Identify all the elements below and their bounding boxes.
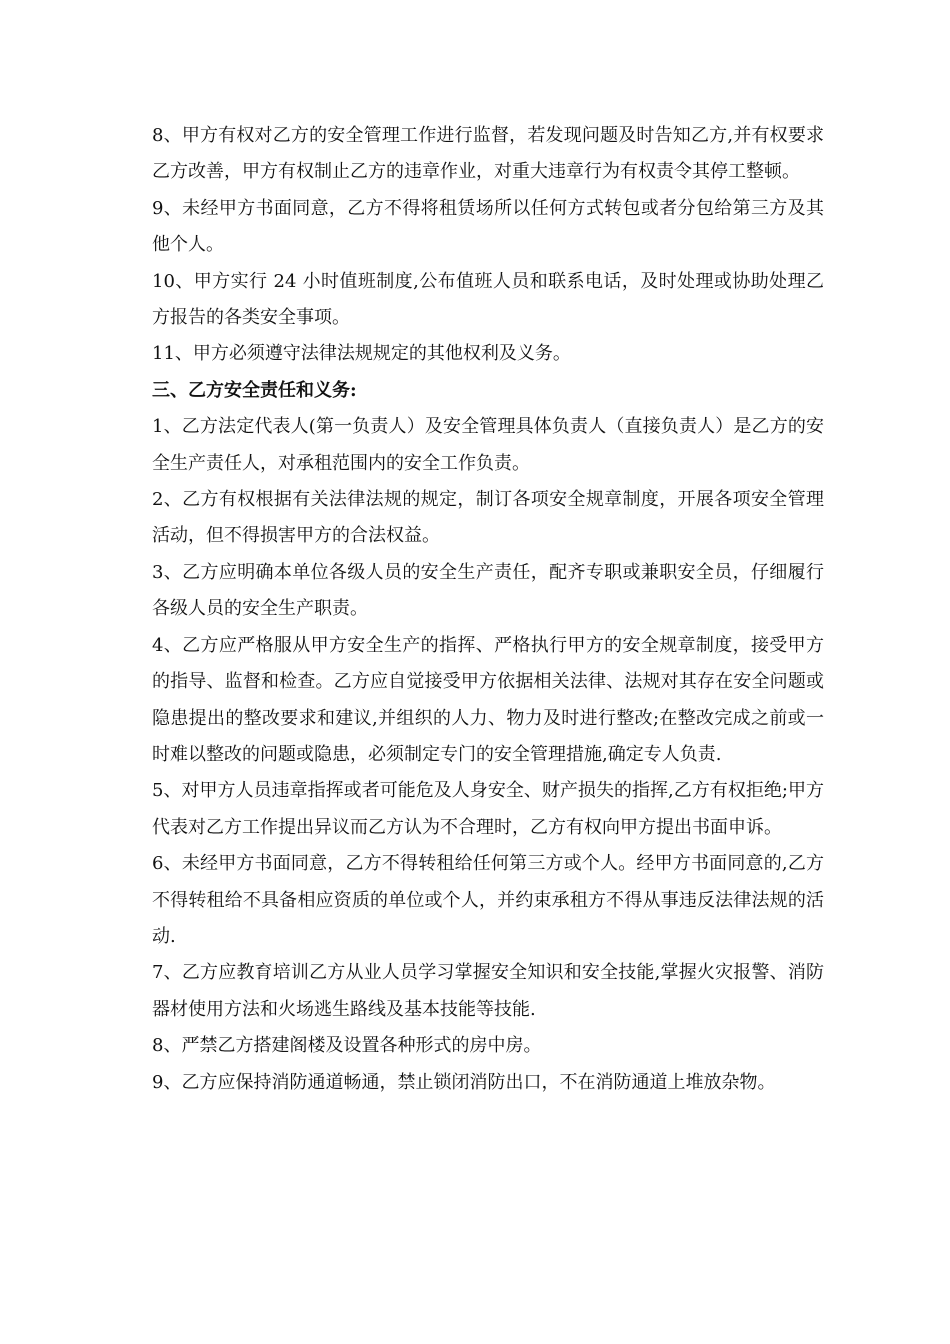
clause-a8: 8、甲方有权对乙方的安全管理工作进行监督，若发现问题及时告知乙方,并有权要求乙方改善，甲方有权制止乙方的违章作业，对重大违章行为有权责令其停工整顿。 <box>152 125 824 183</box>
clause-b7: 7、乙方应教育培训乙方从业人员学习掌握安全知识和安全技能,掌握火灾报警、消防器材使用方法和火场逃生路线及基本技能等技能. <box>152 962 824 1020</box>
clause-a9: 9、未经甲方书面同意，乙方不得将租赁场所以任何方式转包或者分包给第三方及其他个人。 <box>152 197 824 256</box>
clause-b4: 4、乙方应严格服从甲方安全生产的指挥、严格执行甲方的安全规章制度，接受甲方的指导、监督和检查。乙方应自觉接受甲方依据相关法律、法规对其存在安全问题或隐患提出的整改要求和建议,并组织的人力、物力及时进行整改;在整改完成之前或一时难以整改的问题或隐患，必须制定专门的安全管理措施,确定专人负责. <box>152 634 824 765</box>
section-heading-3: 三、乙方安全责任和义务: <box>152 379 357 401</box>
clause-b9: 9、乙方应保持消防通道畅通，禁止锁闭消防出口，不在消防通道上堆放杂物。 <box>152 1071 776 1093</box>
clause-b6: 6、未经甲方书面同意，乙方不得转租给任何第三方或个人。经甲方书面同意的,乙方不得转租给不具备相应资质的单位或个人，并约束承租方不得从事违反法律法规的活动. <box>152 853 824 947</box>
clause-b8: 8、严禁乙方搭建阁楼及设置各种形式的房中房。 <box>152 1035 542 1057</box>
clause-b5: 5、对甲方人员违章指挥或者可能危及人身安全、财产损失的指挥,乙方有权拒绝;甲方代表对乙方工作提出异议而乙方认为不合理时，乙方有权向甲方提出书面申诉。 <box>152 780 824 838</box>
clause-a10: 10、甲方实行 24 小时值班制度,公布值班人员和联系电话，及时处理或协助处理乙方报告的各类安全事项。 <box>152 270 824 329</box>
document-body <box>152 118 824 1101</box>
clause-b3: 3、乙方应明确本单位各级人员的安全生产责任，配齐专职或兼职安全员，仔细履行各级人员的安全生产职责。 <box>152 561 824 620</box>
clause-b2: 2、乙方有权根据有关法律法规的规定，制订各项安全规章制度，开展各项安全管理活动，但不得损害甲方的合法权益。 <box>152 489 824 547</box>
clause-a11: 11、甲方必须遵守法律法规规定的其他权利及义务。 <box>152 343 571 365</box>
clause-b1: 1、乙方法定代表人(第一负责人）及安全管理具体负责人（直接负责人）是乙方的安全生产责任人，对承租范围内的安全工作负责。 <box>152 416 824 474</box>
